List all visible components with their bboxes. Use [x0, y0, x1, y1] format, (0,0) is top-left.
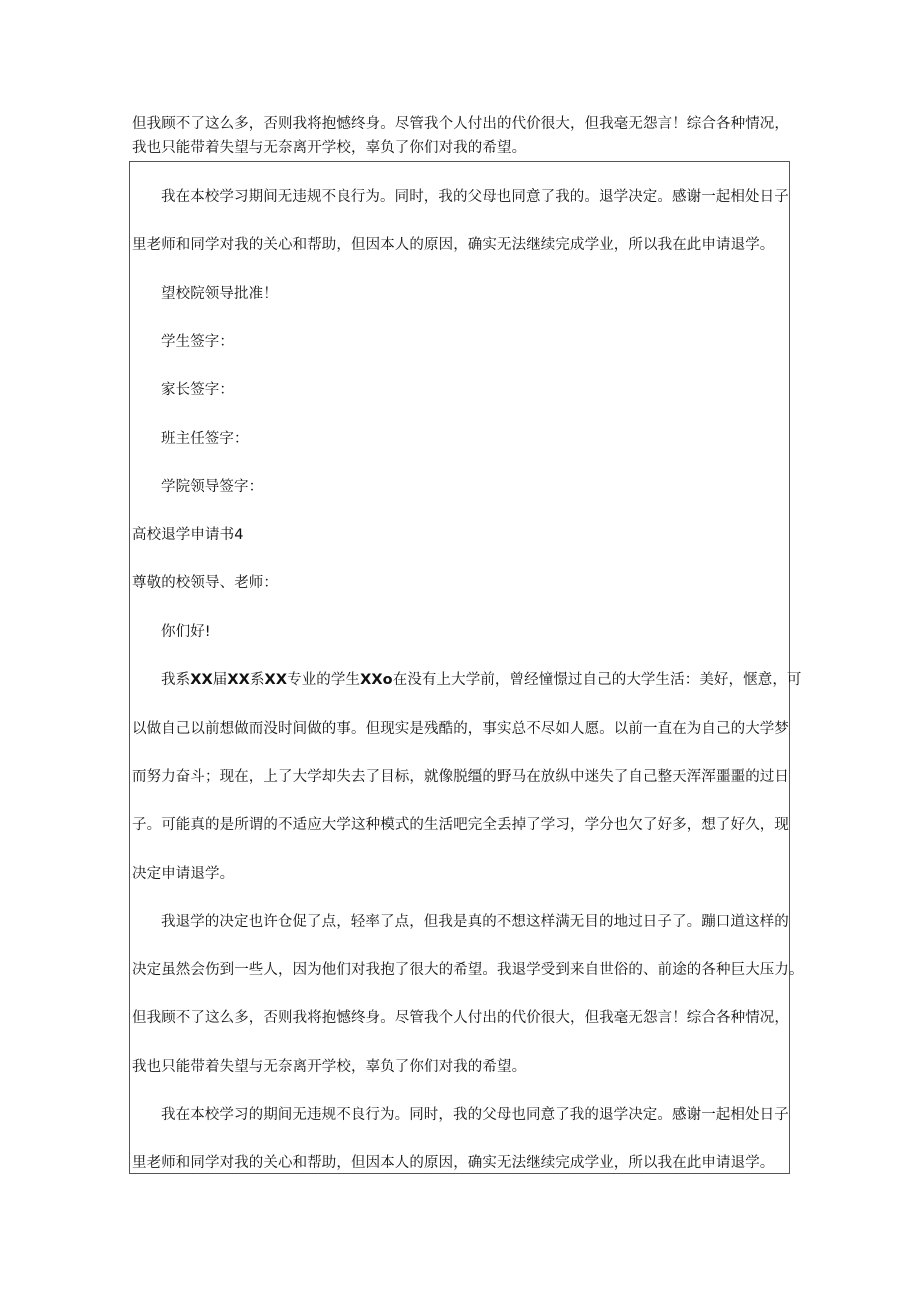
placeholder-xx: XX	[264, 672, 288, 688]
intro-paragraph	[132, 112, 812, 160]
paragraph-3-line-2: 决定虽然会伤到一些人，因为他们对我抱了很大的希望。我退学受到来自世俗的、前途的各种巨大压力。	[132, 962, 804, 978]
placeholder-xx: XX	[190, 672, 213, 688]
text-segment: 届	[212, 672, 228, 688]
head-teacher-signature-label: 班主任签字：	[161, 431, 249, 447]
paragraph-2-line-5: 决定申请退学。	[132, 866, 235, 882]
paragraph-2-line-4: 子。可能真的是所谓的不适应大学这种模式的生活吧完全丢掉了学习，学分也欠了好多，想了好久，现	[132, 817, 789, 833]
paragraph-2-line-1	[161, 670, 802, 690]
student-signature-label: 学生签字：	[161, 334, 234, 350]
paragraph-1-line-2: 里老师和同学对我的关心和帮助，但因本人的原因，确实无法继续完成学业，所以我在此申请退学。	[132, 237, 775, 253]
paragraph-2-line-3: 而努力奋斗；现在，上了大学却失去了目标，就像脱缰的野马在放纵中迷失了自己整天浑浑噩噩的过日	[132, 769, 789, 785]
paragraph-1-line-1: 我在本校学习期间无违规不良行为。同时，我的父母也同意了我的。退学决定。感谢一起相处日子	[161, 189, 789, 205]
paragraph-3-line-1: 我退学的决定也许仓促了点，轻率了点，但我是真的不想这样满无目的地过日子了。蹦口道这样的	[161, 914, 789, 930]
salutation: 尊敬的校领导、老师：	[132, 575, 278, 591]
greeting: 你们好!	[161, 624, 211, 640]
approval-request: 望校院领导批准！	[161, 286, 278, 302]
college-leader-signature-label: 学院领导签字：	[161, 479, 264, 495]
paragraph-3-line-4: 我也只能带着失望与无奈离开学校，辜负了你们对我的希望。	[132, 1059, 527, 1075]
intro-line-2: 我也只能带着失望与无奈离开学校，辜负了你们对我的希望。	[132, 140, 527, 156]
placeholder-xxo: XXo	[360, 672, 393, 688]
section-title: 高校退学申请书4	[132, 527, 244, 543]
paragraph-2-line-2: 以做自己以前想做而没时间做的事。但现实是残酷的，事实总不尽如人愿。以前一直在为自己的大学梦	[132, 721, 789, 737]
text-segment: 我系	[161, 672, 191, 688]
parent-signature-label: 家长签字：	[161, 382, 234, 398]
text-segment: 专业的学生	[287, 672, 361, 688]
paragraph-4-line-2: 里老师和同学对我的关心和帮助，但因本人的原因，确实无法继续完成学业，所以我在此申请退学。	[132, 1155, 775, 1171]
text-segment: 在没有上大学前，曾经憧憬过自己的大学生活：美好，惬意，可	[392, 672, 802, 688]
intro-line-1: 但我顾不了这么多，否则我将抱憾终身。尽管我个人付出的代价很大，但我毫无怨言！综合各种情况，	[132, 116, 789, 132]
text-segment: 系	[249, 672, 265, 688]
paragraph-4-line-1: 我在本校学习的期间无违规不良行为。同时，我的父母也同意了我的退学决定。感谢一起相处日子	[161, 1107, 789, 1123]
content-frame	[129, 161, 804, 1174]
paragraph-3-line-3: 但我顾不了这么多，否则我将抱憾终身。尽管我个人付出的代价很大，但我毫无怨言！综合各种情况，	[132, 1010, 789, 1026]
placeholder-xx: XX	[227, 672, 250, 688]
